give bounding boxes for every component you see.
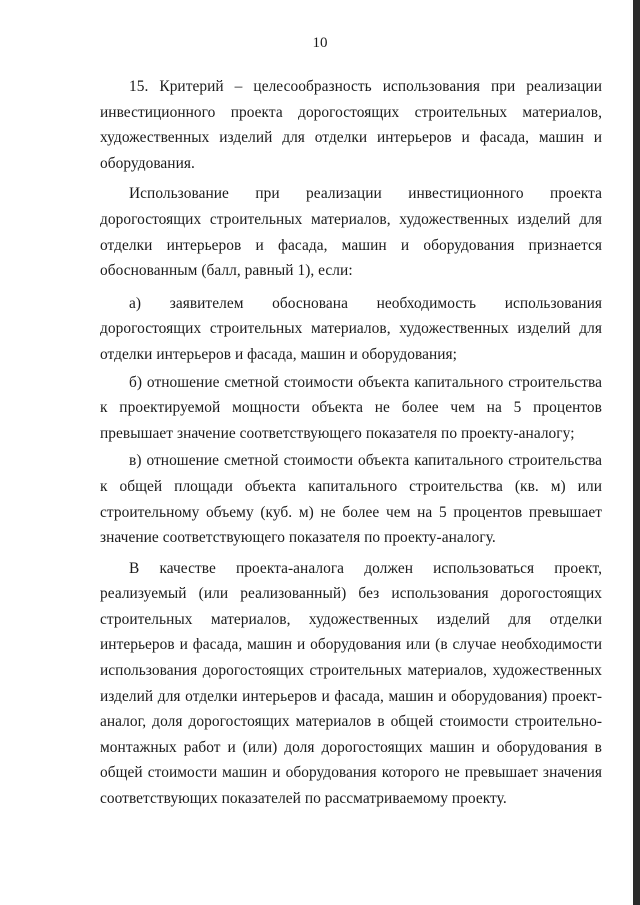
- paragraph-condition-b: б) отношение сметной стоимости объекта капитального строительства к проектируемой мощности объекта не более чем на 5 процентов превышает значение соответствующего показателя по проекту-аналогу;: [100, 373, 602, 442]
- scan-edge-shadow: [633, 0, 640, 905]
- paragraph-justification-conditions: Использование при реализации инвестиционного проекта дорогостоящих строительных материалов, художественных изделий для отделки интерьеров и фасада, машин и оборудования признается обоснованным (балл, равный 1), если:: [100, 185, 602, 280]
- document-body: [100, 74, 602, 812]
- page-number: 10: [312, 35, 328, 51]
- paragraph-criterion-15: 15. Критерий – целесообразность использования при реализации инвестиционного проекта дорогостоящих строительных материалов, художественных изделий для отделки интерьеров и фасада, машин и оборудования.: [100, 78, 602, 172]
- paragraph-condition-a: а) заявителем обоснована необходимость использования дорогостоящих строительных материалов, художественных изделий для отделки интерьеров и фасада, машин и оборудования;: [100, 294, 602, 363]
- paragraph-analog-project: В качестве проекта-аналога должен использоваться проект, реализуемый (или реализованный) без использования дорогостоящих строительных материалов, художественных изделий для отделки интерьеров и фасада, машин и оборудования или (в случае необходимости использования дорогостоящих строительных материалов, художественных изделий для отделки интерьеров и фасада, машин и оборудования) проект-аналог, доля дорогостоящих материалов в общей стоимости строительно-монтажных работ и (или) доля дорогостоящих машин и оборудования в общей стоимости машин и оборудования которого не превышает значения соответствующих показателей по рассматриваемому проекту.: [100, 559, 602, 808]
- paragraph-condition-v: в) отношение сметной стоимости объекта капитального строительства к общей площади объекта капитального строительства (кв. м) или строительному объему (куб. м) не более чем на 5 процентов превышает значение соответствующего показателя по проекту-аналогу.: [100, 452, 602, 547]
